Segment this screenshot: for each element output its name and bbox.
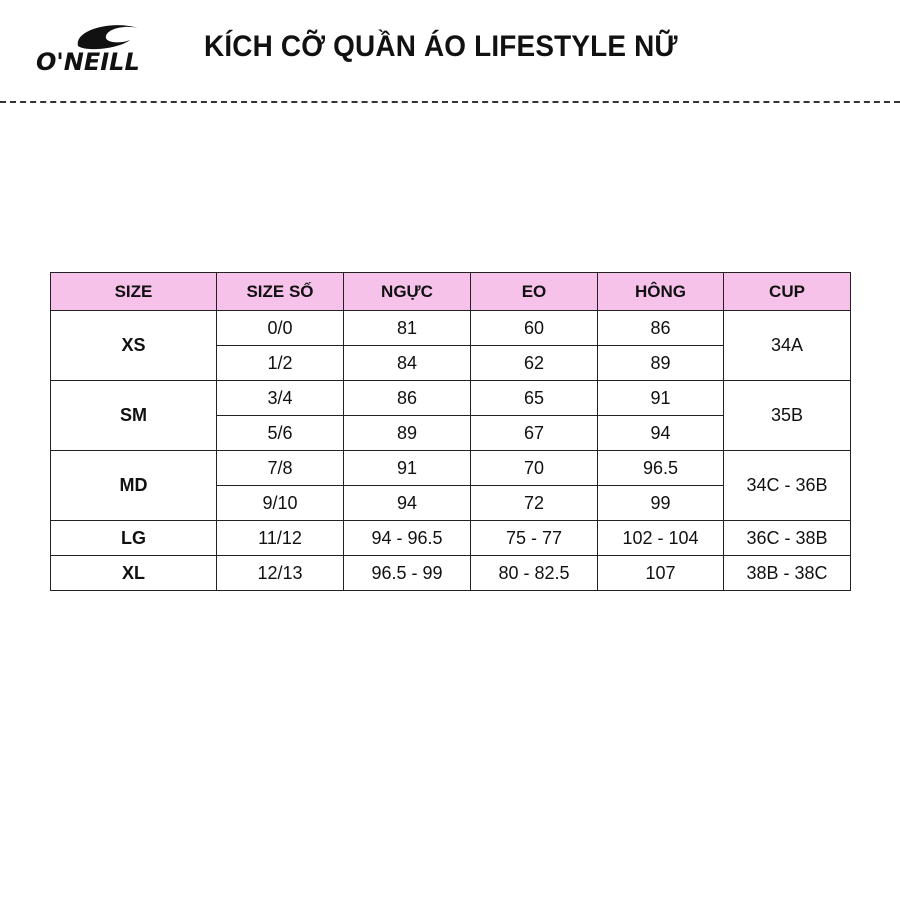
chest-cell: 94 [344,486,471,521]
header-cup: CUP [724,273,851,311]
svg-text:O'NEILL: O'NEILL [36,48,140,74]
size-cell: XS [51,311,217,381]
hip-cell: 107 [598,556,724,591]
hip-cell: 86 [598,311,724,346]
size-number-cell: 7/8 [217,451,344,486]
table-row [51,311,851,346]
size-number-cell: 3/4 [217,381,344,416]
waist-cell: 80 - 82.5 [471,556,598,591]
hip-cell: 94 [598,416,724,451]
size-number-cell: 1/2 [217,346,344,381]
size-cell: MD [51,451,217,521]
hip-cell: 96.5 [598,451,724,486]
chest-cell: 96.5 - 99 [344,556,471,591]
chest-cell: 91 [344,451,471,486]
size-chart-table [50,272,851,591]
header-waist: EO [471,273,598,311]
chest-cell: 89 [344,416,471,451]
hip-cell: 99 [598,486,724,521]
size-number-cell: 0/0 [217,311,344,346]
page-title: KÍCH CỠ QUẦN ÁO LIFESTYLE NỮ [204,30,678,63]
cup-cell: 38B - 38C [724,556,851,591]
waist-cell: 72 [471,486,598,521]
oneill-wave-logo-icon [34,22,174,74]
size-cell: SM [51,381,217,451]
chest-cell: 84 [344,346,471,381]
waist-cell: 65 [471,381,598,416]
hip-cell: 91 [598,381,724,416]
size-number-cell: 9/10 [217,486,344,521]
header-size: SIZE [51,273,217,311]
chest-cell: 81 [344,311,471,346]
table-row [51,556,851,591]
waist-cell: 70 [471,451,598,486]
hip-cell: 102 - 104 [598,521,724,556]
size-number-cell: 11/12 [217,521,344,556]
cup-cell: 35B [724,381,851,451]
size-cell: LG [51,521,217,556]
table-header-row [51,273,851,311]
waist-cell: 60 [471,311,598,346]
chest-cell: 94 - 96.5 [344,521,471,556]
chest-cell: 86 [344,381,471,416]
brand-logo [34,22,174,74]
dashed-divider [0,101,900,103]
size-cell: XL [51,556,217,591]
waist-cell: 67 [471,416,598,451]
header-hip: HÔNG [598,273,724,311]
size-number-cell: 5/6 [217,416,344,451]
table-row [51,521,851,556]
cup-cell: 36C - 38B [724,521,851,556]
waist-cell: 62 [471,346,598,381]
header-chest: NGỰC [344,273,471,311]
size-number-cell: 12/13 [217,556,344,591]
cup-cell: 34A [724,311,851,381]
table-row [51,381,851,416]
table-row [51,451,851,486]
hip-cell: 89 [598,346,724,381]
cup-cell: 34C - 36B [724,451,851,521]
waist-cell: 75 - 77 [471,521,598,556]
header-size-number: SIZE SỐ [217,273,344,311]
